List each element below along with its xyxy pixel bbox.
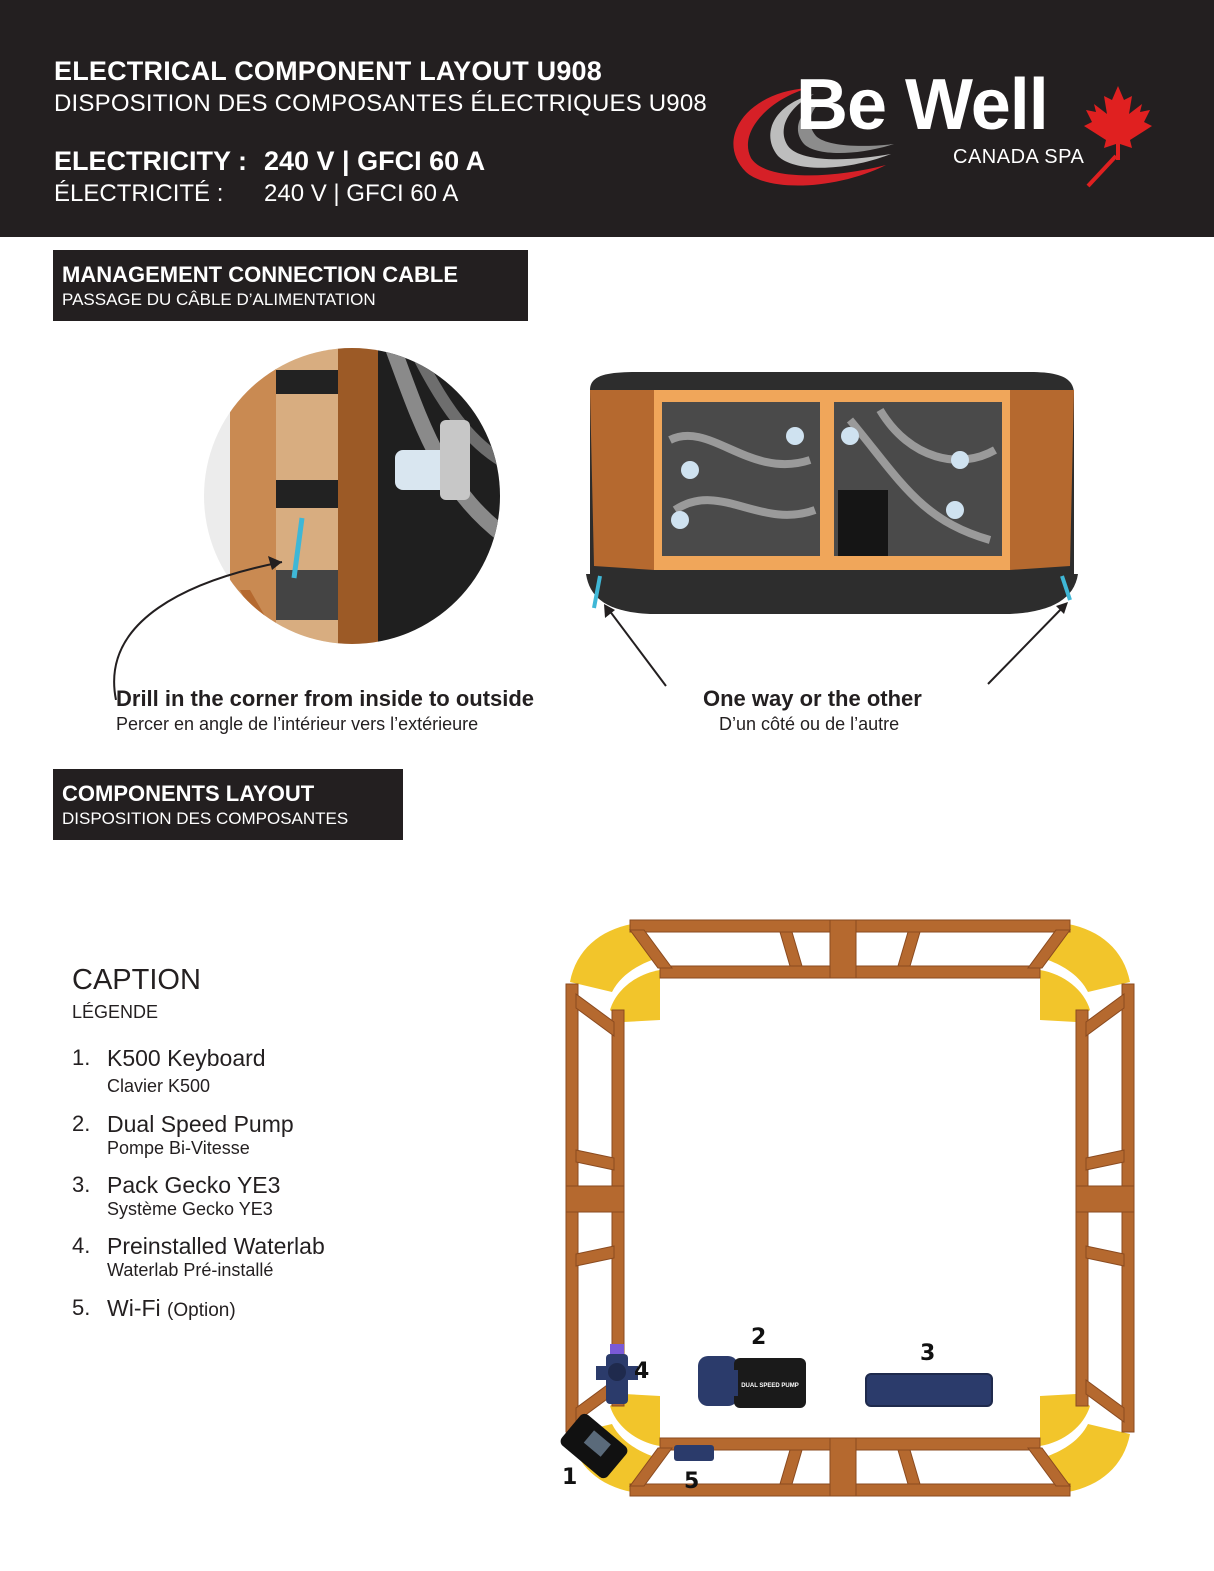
gecko-pack-component: [866, 1374, 992, 1406]
legend-item: [72, 1172, 452, 1232]
legend-number: 3.: [72, 1172, 91, 1197]
corner-drill-illustration: [90, 340, 610, 700]
caption-subtitle: LÉGENDE: [72, 1002, 159, 1022]
caption-title: CAPTION: [72, 964, 201, 996]
marker-4: 4: [634, 1359, 650, 1384]
drill-instruction: Drill in the corner from inside to outside: [116, 686, 535, 711]
legend-label: Pack Gecko YE3: [107, 1172, 281, 1198]
legend-item: [72, 1295, 452, 1329]
legend-label: Preinstalled Waterlab: [107, 1233, 325, 1259]
logo-subtitle: CANADA SPA: [953, 146, 1085, 168]
document-title-fr: DISPOSITION DES COMPOSANTES ÉLECTRIQUES U908: [54, 90, 707, 117]
legend-item: [72, 1233, 452, 1293]
legend-label-fr: Clavier K500: [107, 1076, 211, 1096]
document-title: ELECTRICAL COMPONENT LAYOUT U908: [54, 56, 602, 86]
legend-label: K500 Keyboard: [107, 1045, 266, 1071]
legend-label-fr: Système Gecko YE3: [107, 1199, 273, 1219]
legend-number: 5.: [72, 1295, 91, 1320]
marker-2: 2: [751, 1325, 767, 1350]
marker-3: 3: [920, 1341, 936, 1366]
section-header-components: [53, 769, 403, 840]
legend-label-fr: Pompe Bi-Vitesse: [107, 1138, 250, 1158]
electricity-value-fr: 240 V | GFCI 60 A: [264, 180, 459, 207]
legend-label-text: Wi-Fi: [107, 1295, 161, 1321]
legend-option-note: (Option): [167, 1300, 236, 1321]
left-callout-arrow: [606, 606, 666, 686]
section-title-fr: DISPOSITION DES COMPOSANTES: [62, 809, 349, 828]
maple-leaf-icon: [1084, 86, 1152, 186]
legend-item: [72, 1045, 452, 1105]
electricity-value: 240 V | GFCI 60 A: [264, 146, 486, 176]
section-title: MANAGEMENT CONNECTION CABLE: [62, 262, 458, 287]
section-title: COMPONENTS LAYOUT: [62, 781, 315, 806]
legend-number: 1.: [72, 1045, 91, 1070]
legend-label-fr: Waterlab Pré-installé: [107, 1260, 274, 1280]
header-banner: [0, 0, 1214, 237]
legend-item: [72, 1111, 452, 1171]
either-side-note: One way or the other: [703, 686, 922, 711]
marker-1: 1: [562, 1465, 578, 1490]
dual-speed-pump-component: [698, 1356, 806, 1408]
legend-number: 4.: [72, 1233, 91, 1258]
drill-instruction-fr: Percer en angle de l’intérieur vers l’extérieure: [116, 714, 479, 734]
section-header-cable: [53, 250, 528, 321]
marker-5: 5: [684, 1469, 700, 1494]
electricity-label: ELECTRICITY :: [54, 146, 248, 176]
electricity-label-fr: ÉLECTRICITÉ :: [54, 180, 224, 207]
components-layout-diagram: [540, 900, 1160, 1520]
legend-number: 2.: [72, 1111, 91, 1136]
spa-side-illustration: [580, 360, 1100, 700]
pump-label: DUAL SPEED PUMP: [741, 1383, 799, 1389]
bewell-logo: [716, 65, 1176, 200]
legend-label: Dual Speed Pump: [107, 1111, 294, 1137]
logo-wordmark: Be Well: [796, 65, 1048, 145]
section-title-fr: PASSAGE DU CÂBLE D’ALIMENTATION: [62, 290, 376, 309]
right-callout-arrow: [988, 604, 1066, 684]
wifi-module-component: [674, 1445, 714, 1461]
either-side-note-fr: D’un côté ou de l’autre: [719, 714, 900, 734]
legend-label: [107, 1295, 236, 1322]
